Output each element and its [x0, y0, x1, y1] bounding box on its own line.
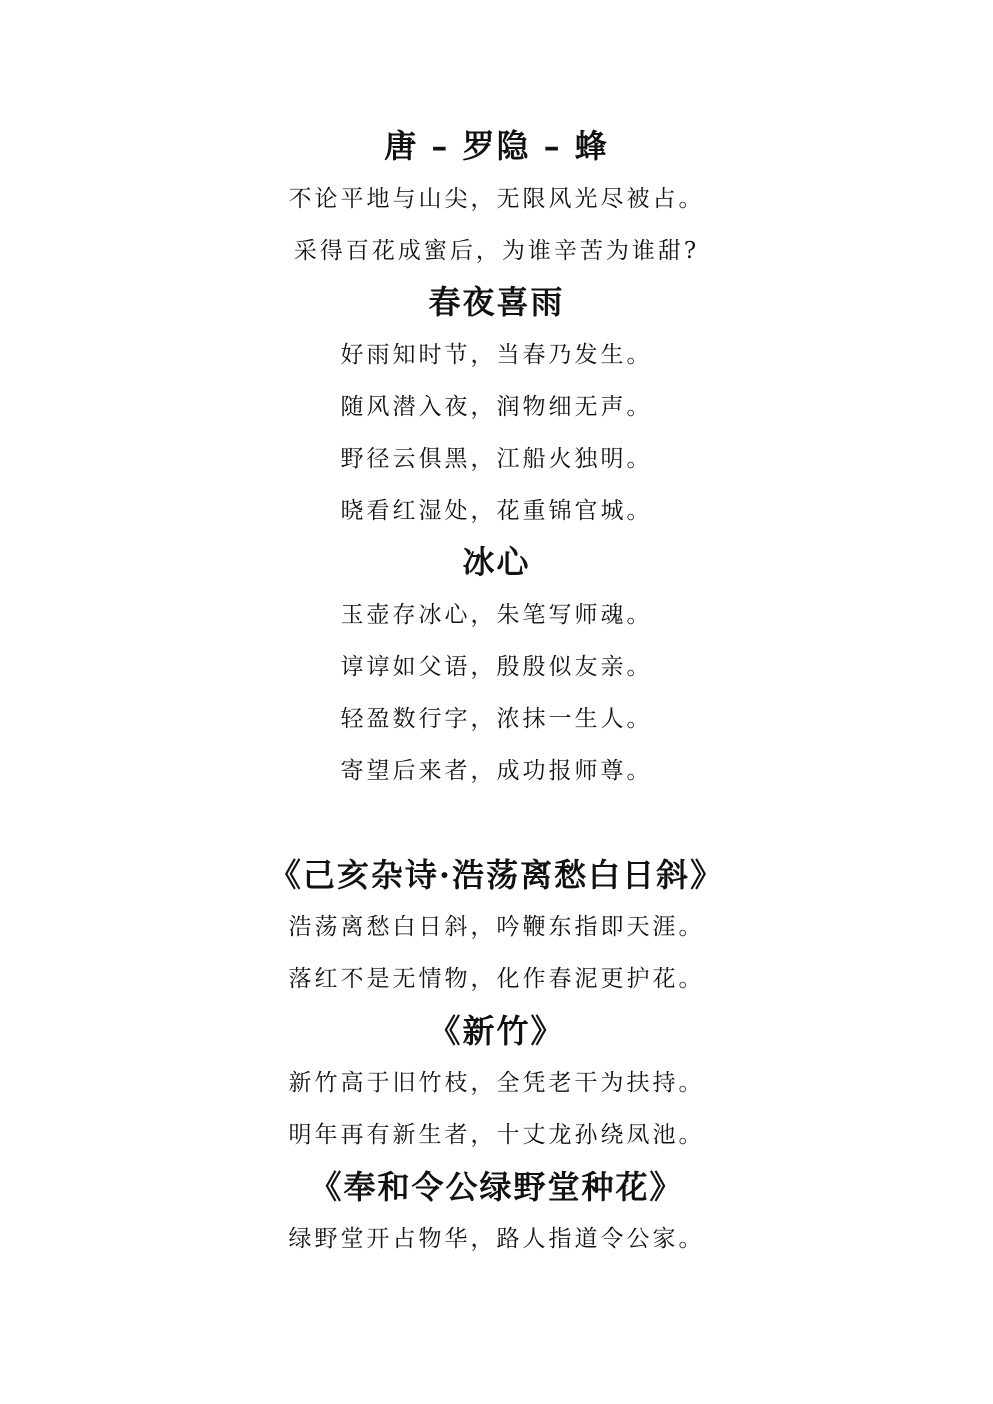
poem-line: 玉壶存冰心，朱笔写师魂。: [340, 602, 653, 628]
poem-line: 不论平地与山尖，无限风光尽被占。: [288, 186, 705, 212]
poem-title: 《己亥杂诗·浩荡离愁白日斜》: [268, 856, 725, 894]
poem-line: 绿野堂开占物华，路人指道令公家。: [288, 1226, 705, 1252]
poem-line: 寄望后来者，成功报师尊。: [340, 758, 653, 784]
poem-line: 采得百花成蜜后，为谁辛苦为谁甜?: [293, 238, 700, 264]
poem-line: 新竹高于旧竹枝，全凭老干为扶持。: [288, 1070, 705, 1096]
poem-line: 轻盈数行字，浓抹一生人。: [340, 706, 653, 732]
poem-line: 晓看红湿处，花重锦官城。: [340, 498, 653, 524]
poem-title: 唐 – 罗隐 – 蜂: [384, 127, 609, 165]
poem-line: 浩荡离愁白日斜，吟鞭东指即天涯。: [288, 914, 705, 940]
poem-title: 《奉和令公绿野堂种花》: [309, 1168, 684, 1206]
poem-line: 落红不是无情物，化作春泥更护花。: [288, 966, 705, 992]
poem-title: 春夜喜雨: [428, 283, 565, 321]
poem-title: 冰心: [462, 543, 531, 581]
poem-line: 好雨知时节，当春乃发生。: [340, 342, 653, 368]
poem-line: 谆谆如父语，殷殷似友亲。: [340, 654, 653, 680]
poem-line: 明年再有新生者，十丈龙孙绕凤池。: [288, 1122, 705, 1148]
poem-title: 《新竹》: [428, 1012, 565, 1050]
poem-line: 野径云俱黑，江船火独明。: [340, 446, 653, 472]
poem-line: 随风潜入夜，润物细无声。: [340, 394, 653, 420]
